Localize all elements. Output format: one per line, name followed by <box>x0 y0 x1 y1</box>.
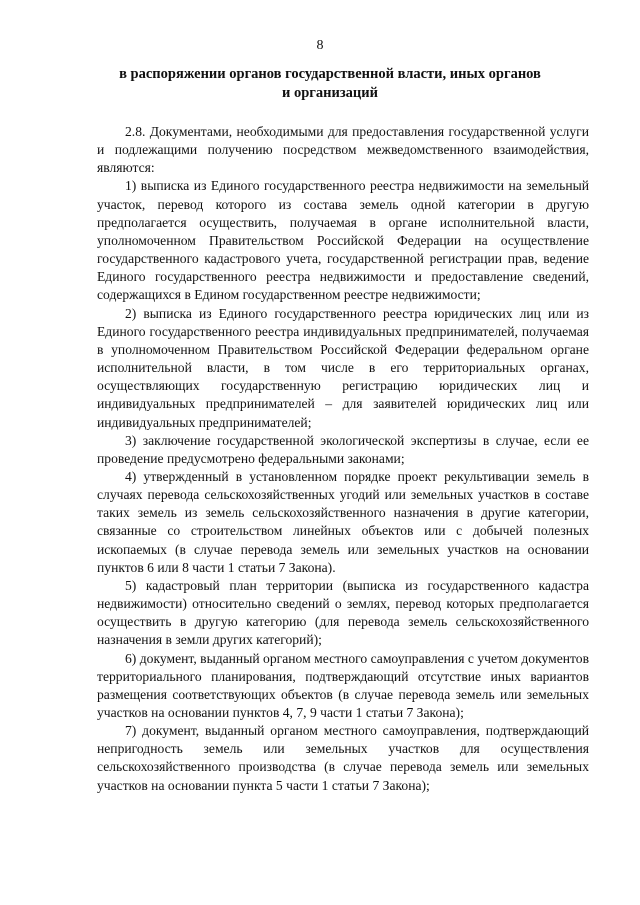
section-heading-line-1: в распоряжении органов государственной власти, иных органов <box>119 66 541 82</box>
paragraph-item-1: 1) выписка из Единого государственного реестра недвижимости на земельный участок, перевод которого из состава земель одной категории в другую предполагается осуществить, получаемая в органе исполнительной власти, уполномоченном Правительством Российской Федерации на осуществление государственного кадастрового учета, государственной регистрации прав, ведение Единого государственного реестра недвижимости и предоставление сведений, содержащихся в Едином государственном реестре недвижимости; <box>97 178 589 303</box>
paragraph-item-4: 4) утвержденный в установленном порядке проект рекультивации земель в случаях перевода сельскохозяйственных угодий или земельных участков в составе таких земель из земель сельскохозяйственного назначения в другие категории, связанные со строительством линейных объектов или с добычей полезных ископаемых (в случае перевода земель или земельных участков на основании пунктов 6 или 8 части 1 статьи 7 Закона). <box>97 468 589 575</box>
document-body <box>97 123 589 795</box>
section-heading <box>70 65 590 103</box>
paragraph-item-3: 3) заключение государственной экологической экспертизы в случае, если ее проведение предусмотрено федеральными законами; <box>97 432 589 466</box>
paragraph-item-5: 5) кадастровый план территории (выписка из государственного кадастра недвижимости) относительно сведений о землях, перевод которых предполагается осуществить в другую категорию (для перевода земель сельскохозяйственного назначения в земли других категорий); <box>97 577 589 648</box>
paragraph-2-8-intro: 2.8. Документами, необходимыми для предоставления государственной услуги и подлежащими получению посредством межведомственного взаимодействия, являются: <box>97 124 589 176</box>
paragraph-item-2: 2) выписка из Единого государственного реестра юридических лиц или из Единого государственного реестра индивидуальных предпринимателей, получаемая в уполномоченном Правительством Российской Федерации федеральном органе исполнительной власти, в том числе в его территориальных органах, осуществляющих государственную регистрацию юридических лиц и индивидуальных предпринимателей – для заявителей юридических лиц или индивидуальных предпринимателей; <box>97 305 589 430</box>
page-number: 8 <box>316 38 324 53</box>
paragraph-item-6: 6) документ, выданный органом местного самоуправления с учетом документов территориального планирования, подтверждающий отсутствие иных вариантов размещения соответствующих объектов (в случае перевода земель или земельных участков на основании пунктов 4, 7, 9 части 1 статьи 7 Закона); <box>97 650 589 720</box>
section-heading-line-2: и организаций <box>282 85 378 101</box>
paragraph-item-7: 7) документ, выданный органом местного самоуправления, подтверждающий непригодность земель или земельных участков для осуществления сельскохозяйственного производства (в случае перевода земель или земельных участков на основании пункта 5 части 1 статьи 7 Закона); <box>97 723 589 793</box>
